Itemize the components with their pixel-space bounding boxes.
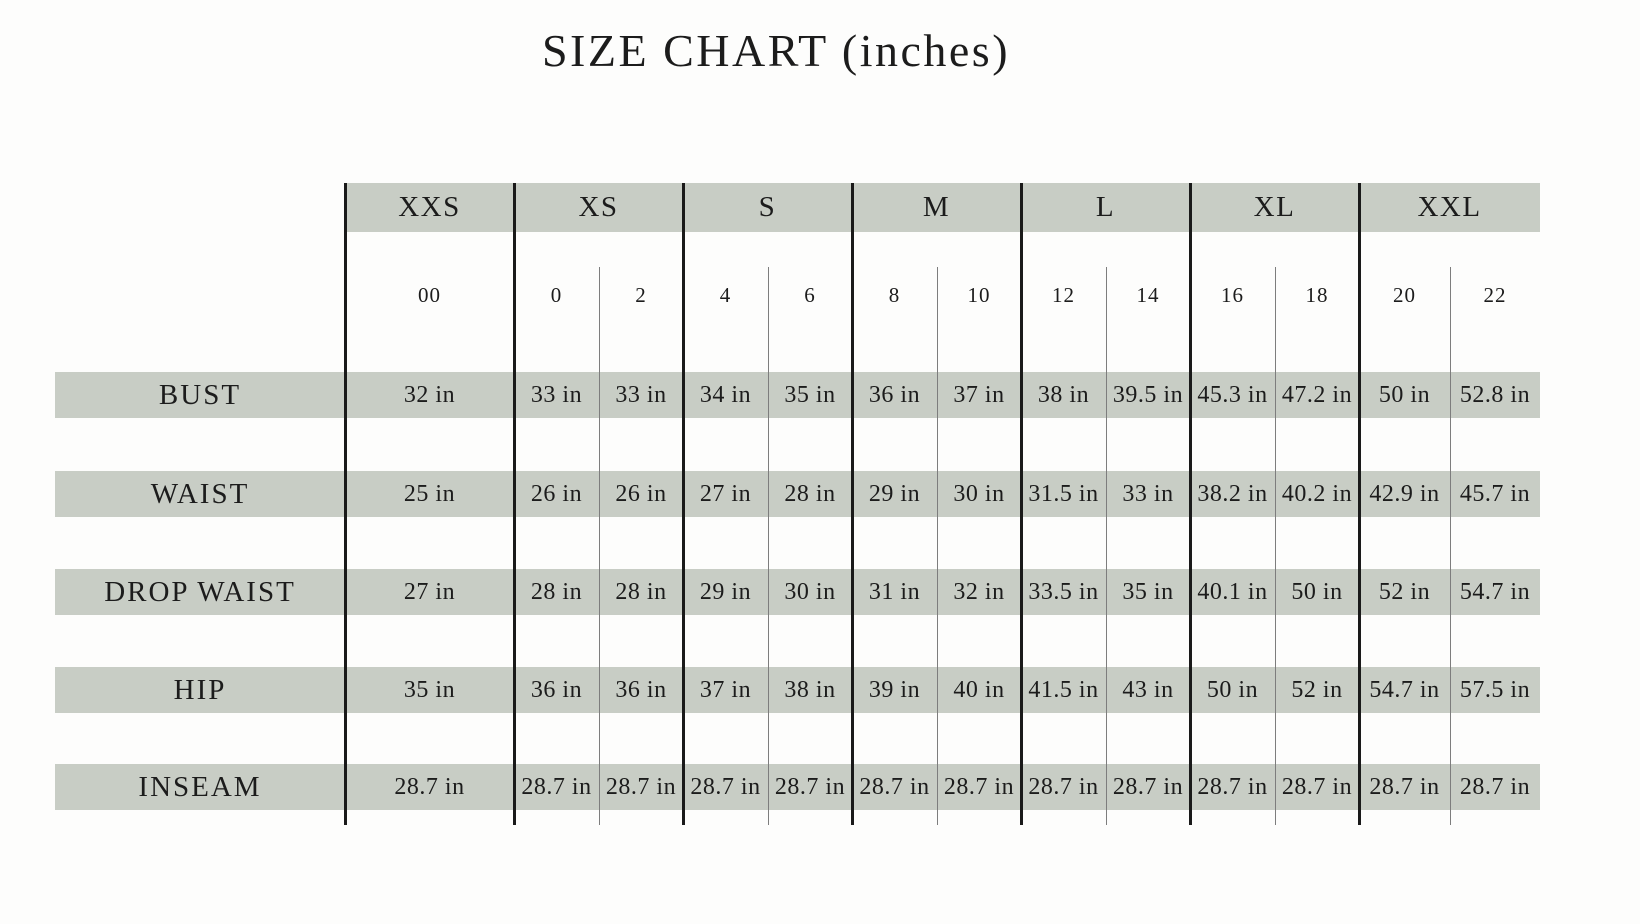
value-waist-col5: 29 in	[868, 480, 921, 507]
value-bust-col3: 34 in	[699, 381, 752, 408]
size-group-label-xxl: XXL	[1417, 191, 1482, 223]
value-waist-col8: 33 in	[1122, 480, 1174, 507]
value-hip-col3: 37 in	[699, 676, 752, 703]
value-bust-col0: 32 in	[403, 381, 456, 408]
table-divider-thin	[937, 267, 938, 825]
value-waist-col0: 25 in	[403, 480, 456, 507]
table-divider-thick	[1020, 183, 1023, 825]
numeric-size-18: 18	[1305, 282, 1329, 307]
value-waist-col11: 42.9 in	[1369, 480, 1440, 507]
numeric-size-12: 12	[1052, 282, 1075, 307]
numeric-size-14: 14	[1136, 282, 1160, 307]
numeric-size-20: 20	[1393, 282, 1416, 307]
numeric-size-6: 6	[804, 282, 816, 307]
value-inseam-col5: 28.7 in	[859, 773, 930, 800]
value-bust-col5: 36 in	[868, 381, 921, 408]
value-hip-col8: 43 in	[1122, 676, 1174, 703]
value-drop-waist-col3: 29 in	[699, 578, 752, 605]
value-drop-waist-col8: 35 in	[1122, 578, 1174, 605]
value-drop-waist-col0: 27 in	[403, 578, 456, 605]
value-bust-col2: 33 in	[615, 381, 667, 408]
value-bust-col11: 50 in	[1378, 381, 1431, 408]
value-inseam-col12: 28.7 in	[1459, 773, 1531, 800]
numeric-size-2: 2	[635, 282, 647, 307]
value-waist-col6: 30 in	[953, 480, 1005, 507]
value-inseam-col3: 28.7 in	[690, 773, 761, 800]
value-drop-waist-col7: 33.5 in	[1028, 578, 1099, 605]
value-waist-col3: 27 in	[699, 480, 752, 507]
table-divider-thick	[1189, 183, 1192, 825]
row-label-hip: HIP	[173, 673, 227, 706]
value-inseam-col7: 28.7 in	[1028, 773, 1099, 800]
table-divider-thick	[344, 183, 347, 825]
numeric-size-8: 8	[888, 282, 901, 307]
value-inseam-col11: 28.7 in	[1369, 773, 1440, 800]
value-hip-col4: 38 in	[784, 676, 836, 703]
table-divider-thin	[599, 267, 600, 825]
value-drop-waist-col1: 28 in	[530, 578, 583, 605]
value-inseam-col10: 28.7 in	[1281, 773, 1353, 800]
value-bust-col4: 35 in	[784, 381, 836, 408]
value-inseam-col1: 28.7 in	[521, 773, 592, 800]
value-drop-waist-col12: 54.7 in	[1459, 578, 1531, 605]
table-divider-thick	[851, 183, 854, 825]
table-divider-thin	[1106, 267, 1107, 825]
size-group-label-xxs: XXS	[398, 191, 461, 223]
numeric-size-0: 0	[550, 282, 563, 307]
size-group-label-xs: XS	[578, 191, 619, 223]
row-label-waist: WAIST	[150, 477, 250, 510]
size-group-label-m: M	[922, 191, 951, 223]
row-label-inseam: INSEAM	[138, 770, 262, 803]
value-hip-col9: 50 in	[1206, 676, 1259, 703]
table-divider-thick	[513, 183, 516, 825]
value-drop-waist-col10: 50 in	[1291, 578, 1343, 605]
value-hip-col5: 39 in	[868, 676, 921, 703]
value-hip-col7: 41.5 in	[1028, 676, 1099, 703]
value-inseam-col0: 28.7 in	[394, 773, 465, 800]
value-inseam-col2: 28.7 in	[605, 773, 677, 800]
numeric-size-22: 22	[1483, 282, 1507, 307]
numeric-size-00: 00	[418, 282, 441, 307]
value-hip-col1: 36 in	[530, 676, 583, 703]
value-waist-col10: 40.2 in	[1281, 480, 1353, 507]
value-hip-col10: 52 in	[1291, 676, 1343, 703]
value-inseam-col4: 28.7 in	[774, 773, 846, 800]
value-bust-col1: 33 in	[530, 381, 583, 408]
value-hip-col2: 36 in	[615, 676, 667, 703]
value-waist-col1: 26 in	[530, 480, 583, 507]
value-drop-waist-col5: 31 in	[868, 578, 921, 605]
value-hip-col6: 40 in	[953, 676, 1005, 703]
value-drop-waist-col9: 40.1 in	[1197, 578, 1268, 605]
row-label-drop-waist: DROP WAIST	[104, 575, 296, 608]
value-waist-col7: 31.5 in	[1028, 480, 1099, 507]
table-divider-thin	[768, 267, 769, 825]
value-hip-col0: 35 in	[403, 676, 456, 703]
value-bust-col10: 47.2 in	[1281, 381, 1353, 408]
row-label-bust: BUST	[158, 378, 242, 411]
value-drop-waist-col4: 30 in	[784, 578, 836, 605]
numeric-size-4: 4	[719, 282, 732, 307]
size-group-label-l: L	[1095, 191, 1116, 223]
numeric-size-10: 10	[967, 282, 991, 307]
value-drop-waist-col11: 52 in	[1378, 578, 1431, 605]
size-group-label-xl: XL	[1253, 191, 1296, 223]
value-bust-col8: 39.5 in	[1112, 381, 1184, 408]
value-drop-waist-col6: 32 in	[953, 578, 1005, 605]
value-waist-col2: 26 in	[615, 480, 667, 507]
value-drop-waist-col2: 28 in	[615, 578, 667, 605]
value-hip-col11: 54.7 in	[1369, 676, 1440, 703]
table-divider-thin	[1275, 267, 1276, 825]
value-inseam-col9: 28.7 in	[1197, 773, 1268, 800]
value-waist-col12: 45.7 in	[1459, 480, 1531, 507]
page-title: SIZE CHART (inches)	[541, 25, 1011, 76]
size-group-label-s: S	[758, 191, 777, 223]
table-divider-thin	[1450, 267, 1451, 825]
value-inseam-col8: 28.7 in	[1112, 773, 1184, 800]
value-hip-col12: 57.5 in	[1459, 676, 1531, 703]
value-bust-col12: 52.8 in	[1459, 381, 1531, 408]
value-waist-col9: 38.2 in	[1197, 480, 1268, 507]
value-inseam-col6: 28.7 in	[943, 773, 1015, 800]
numeric-size-16: 16	[1221, 282, 1244, 307]
value-bust-col6: 37 in	[953, 381, 1005, 408]
table-divider-thick	[1358, 183, 1361, 825]
value-bust-col9: 45.3 in	[1197, 381, 1268, 408]
value-bust-col7: 38 in	[1037, 381, 1090, 408]
value-waist-col4: 28 in	[784, 480, 836, 507]
table-divider-thick	[682, 183, 685, 825]
